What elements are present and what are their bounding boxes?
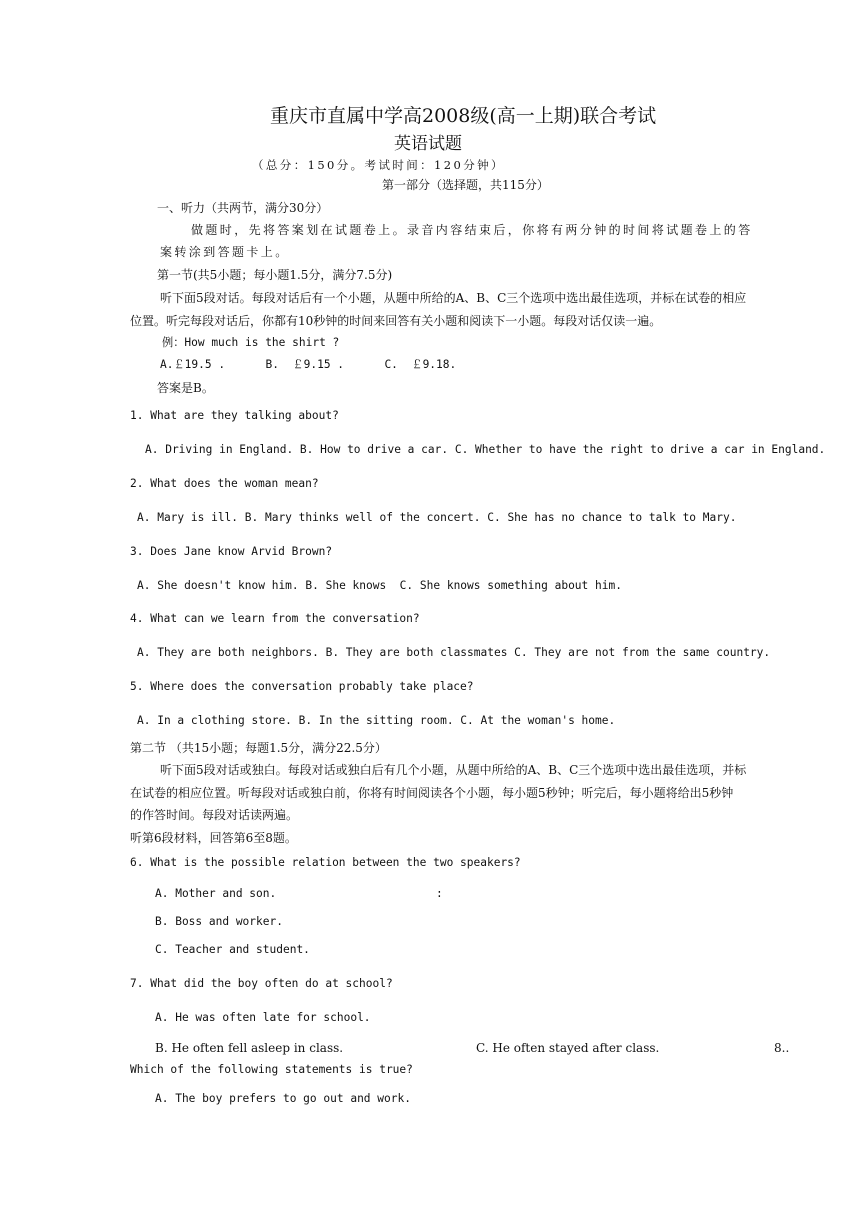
section1-heading: 第一节(共5小题；每小题1.5分，满分7.5分) xyxy=(157,268,393,282)
question-1-options: A. Driving in England. B. How to drive a car. C. Whether to have the right to drive a car in England. xyxy=(145,443,826,456)
exam-info: （总分：150分。考试时间：120分钟） xyxy=(252,158,505,172)
example-answer: 答案是B。 xyxy=(157,381,214,395)
material-6: 听第6段材料，回答第6至8题。 xyxy=(130,831,297,845)
section1-desc-1: 听下面5段对话。每段对话后有一个小题，从题中所给的A、B、C三个选项中选出最佳选项，并标在试卷的相应 xyxy=(160,291,747,305)
question-6-option-c: C. Teacher and student. xyxy=(155,943,310,956)
section2-desc-1: 听下面5段对话或独白。每段对话或独白后有几个小题，从题中所给的A、B、C三个选项中选出最佳选项，并标 xyxy=(160,763,747,777)
section2-desc-3: 的作答时间。每段对话读两遍。 xyxy=(130,808,299,822)
question-1: 1. What are they talking about? xyxy=(130,409,339,422)
example-question: 例：How much is the shirt ? xyxy=(162,336,340,349)
question-7-option-c: C. He often stayed after class. xyxy=(476,1041,660,1055)
question-5-options: A. In a clothing store. B. In the sitting room. C. At the woman's home. xyxy=(137,714,616,727)
exam-subtitle: 英语试题 xyxy=(394,134,462,154)
question-4-options: A. They are both neighbors. B. They are both classmates C. They are not from the same country. xyxy=(137,646,771,659)
section2-heading: 第二节 （共15小题；每题1.5分，满分22.5分） xyxy=(130,741,387,755)
part-heading: 第一部分（选择题，共115分） xyxy=(382,178,549,192)
section1-desc-2: 位置。听完每段对话后，你都有10秒钟的时间来回答有关小题和阅读下一小题。每段对话仅读一遍。 xyxy=(130,314,662,328)
example-options: A.￡19.5 . B. ￡9.15 . C. ￡9.18. xyxy=(160,358,457,371)
question-7: 7. What did the boy often do at school? xyxy=(130,977,393,990)
question-7-option-a: A. He was often late for school. xyxy=(155,1011,371,1024)
question-3-options: A. She doesn't know him. B. She knows C. She knows something about him. xyxy=(137,579,622,592)
question-6-option-b: B. Boss and worker. xyxy=(155,915,283,928)
question-8: Which of the following statements is true? xyxy=(130,1063,413,1076)
question-3: 3. Does Jane know Arvid Brown? xyxy=(130,545,333,558)
question-2: 2. What does the woman mean? xyxy=(130,477,319,490)
question-6: 6. What is the possible relation between the two speakers? xyxy=(130,856,521,869)
listening-instruction-1: 做题时，先将答案划在试题卷上。录音内容结束后，你将有两分钟的时间将试题卷上的答 xyxy=(191,223,753,237)
question-4: 4. What can we learn from the conversation? xyxy=(130,612,420,625)
question-7-option-b: B. He often fell asleep in class. xyxy=(155,1041,344,1055)
listening-instruction-2: 案转涂到答题卡上。 xyxy=(160,245,290,259)
question-2-options: A. Mary is ill. B. Mary thinks well of the concert. C. She has no chance to talk to Mary. xyxy=(137,511,737,524)
question-8-option-a: A. The boy prefers to go out and work. xyxy=(155,1092,411,1105)
question-8-number: 8.. xyxy=(774,1041,790,1055)
listening-heading: 一、听力（共两节，满分30分） xyxy=(157,201,329,215)
question-6-option-a: A. Mother and son. xyxy=(155,887,277,900)
section2-desc-2: 在试卷的相应位置。听每段对话或独白前，你将有时间阅读各个小题，每小题5秒钟；听完后，每小题将给出5秒钟 xyxy=(130,786,734,800)
question-6-mark: : xyxy=(436,887,443,900)
exam-title: 重庆市直属中学高2008级(高一上期)联合考试 xyxy=(270,105,657,127)
question-5: 5. Where does the conversation probably take place? xyxy=(130,680,474,693)
